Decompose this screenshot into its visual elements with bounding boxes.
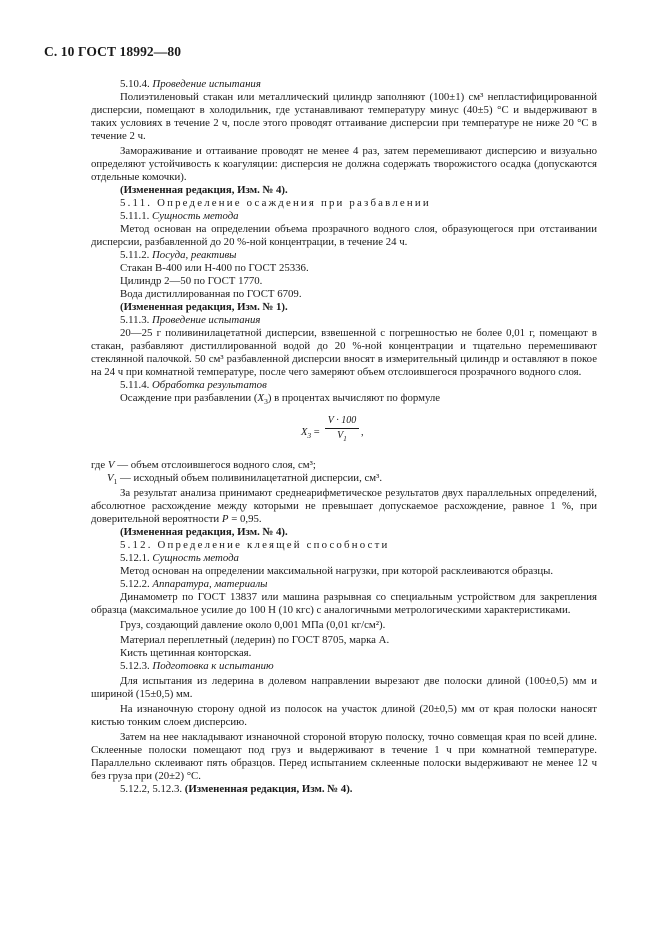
amendment-note: (Измененная редакция, Изм. № 1). [120,301,288,313]
formula-denominator: $V_1$ [337,430,347,443]
amendment-note: (Измененная редакция, Изм. № 4). [120,526,288,538]
document-body [91,78,597,796]
paragraph: Затем на нее накладывают изнаночной стороной вторую полоску, точно совмещая края по всей длине. Склеенные полоски помещают под груз и выдерживают в течение 1 ч при комнатной температуре. Параллельно склеивают пять образцов. Перед испытанием склеенные полоски выдерживают не менее 12 ч без груза при (20±2) °С. [91,731,597,782]
section-heading-5-12: 5.12. Определение клеящей способности [120,539,390,551]
page-header: С. 10 ГОСТ 18992—80 [44,44,182,59]
subsection-heading-5-11-2: 5.11.2. Посуда, реактивы [120,249,237,261]
list-item: Цилиндр 2—50 по ГОСТ 1770. [120,275,263,287]
paragraph: Для испытания из ледерина в долевом направлении вырезают две полоски длиной (100±0,5) мм и шириной (15±0,5) мм. [91,675,597,700]
list-item: Вода дистиллированная по ГОСТ 6709. [120,288,302,300]
list-item: Стакан В-400 или Н-400 по ГОСТ 25336. [120,262,309,274]
paragraph: За результат анализа принимают среднеарифметическое результатов двух параллельных определений, абсолютное расхождение между которыми не превышает допускаемое расхождение, равное 1 %, при доверительной вероятности Р = 0,95. [91,487,597,525]
paragraph: Метод основан на определении объема прозрачного водного слоя, образующегося при отстаивании дисперсии, разбавленной до 20 %-ной концентрации, в течение 24 ч. [91,223,597,248]
paragraph: 20—25 г поливинилацетатной дисперсии, взвешенной с погрешностью не более 0,01 г, помещают в стакан, разбавляют дистиллированной водой до 20 %-ной концентрации и тщательно перемешивают стеклянной палочкой. 50 см³ разбавленной дисперсии вносят в измерительный цилиндр и оставляют в покое на 24 ч при комнатной температуре, после чего замеряют объем отслоившегося прозрачного водного слоя. [91,327,597,378]
list-item: Материал переплетный (ледерин) по ГОСТ 8705, марка А. [120,634,390,646]
amendment-note: 5.12.2, 5.12.3. (Измененная редакция, Изм. № 4). [120,783,353,795]
formula-numerator: V · 100 [327,415,357,426]
section-heading-5-10-4: 5.10.4. Проведение испытания [120,78,261,90]
subsection-heading-5-12-1: 5.12.1. Сущность метода [120,552,239,564]
paragraph: Замораживание и оттаивание проводят не менее 4 раз, затем перемешивают дисперсию и визуально определяют устойчивость к коагуляции: дисперсия не должна содержать творожистого осадка (допускаются отдельные комочки). [91,145,597,183]
section-heading-5-11: 5.11. Определение осаждения при разбавлении [120,197,431,209]
formula-lhs: $X_3$ = [301,427,320,441]
subsection-heading-5-11-3: 5.11.3. Проведение испытания [120,314,261,326]
subsection-heading-5-11-4: 5.11.4. Обработка результатов [120,379,267,391]
list-item: Груз, создающий давление около 0,001 МПа (0,01 кг/см²). [120,619,386,631]
subsection-heading-5-12-2: 5.12.2. Аппаратура, материалы [120,578,268,590]
formula: $X_3$ = V · 100 $V_1$ , [301,415,364,443]
paragraph: Метод основан на определении максимальной нагрузки, при которой расклеиваются образцы. [120,565,554,577]
amendment-note: (Измененная редакция, Изм. № 4). [120,184,288,196]
formula-fraction [325,415,359,442]
list-item: Кисть щетинная конторская. [120,647,252,659]
variable-definition: $V_1$ — исходный объем поливинилацетатной дисперсии, см³. [107,472,383,487]
subsection-heading-5-12-3: 5.12.3. Подготовка к испытанию [120,660,274,672]
subsection-heading-5-11-1: 5.11.1. Сущность метода [120,210,239,222]
variable-definition: где V — объем отслоившегося водного слоя, см³; [91,459,316,471]
paragraph: Осаждение при разбавлении $(X_3)$ в процентах вычисляют по формуле [120,392,441,407]
paragraph: На изнаночную сторону одной из полосок на участок длиной (20±0,5) мм от края полоски наносят кистью тонким слоем дисперсию. [91,703,597,728]
paragraph: Полиэтиленовый стакан или металлический цилиндр заполняют (100±1) см³ непластифицированной дисперсии, помещают в холодильник, где устанавливают температуру минус (40±5) °С и выдерживают в таких условиях в течение 2 ч, после этого проводят оттаивание дисперсии при температуре не ниже 20 °С в течение 2 ч. [91,91,597,142]
fraction-bar [325,428,359,429]
paragraph: Динамометр по ГОСТ 13837 или машина разрывная со специальным устройством для закрепления образца (максимальное усилие до 100 Н (10 кгс) с аналогичными метрологическими характеристиками. [91,591,597,616]
